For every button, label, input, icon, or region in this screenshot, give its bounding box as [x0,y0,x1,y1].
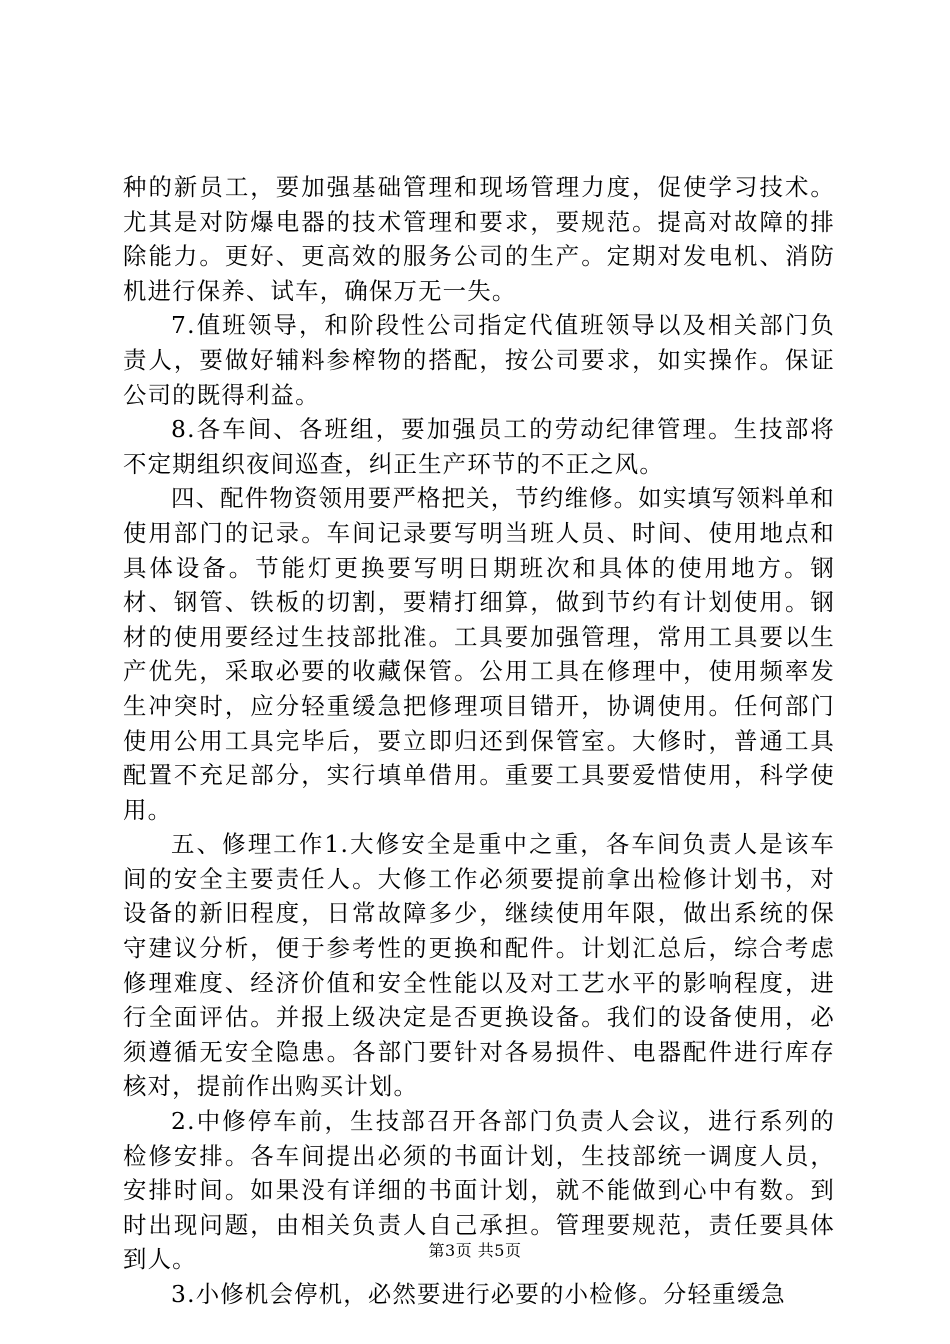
paragraph-item-2: 2.中修停车前，生技部召开各部门负责人会议，进行系列的检修安排。各车间提出必须的书面计划，生技部统一调度人员，安排时间。如果没有详细的书面计划，就不能做到心中有数。到时出现问题，由相关负责人自己承担。管理要规范，责任要具体到人。 [123,1107,835,1274]
paragraph-section-5: 五、修理工作1.大修安全是重中之重，各车间负责人是该车间的安全主要责任人。大修工作必须要提前拿出检修计划书，对设备的新旧程度，日常故障多少，继续使用年限，做出系统的保守建议分析，便于参考性的更换和配件。计划汇总后，综合考虑修理难度、经济价值和安全性能以及对工艺水平的影响程度，进行全面评估。并报上级决定是否更换设备。我们的设备使用，必须遵循无安全隐患。各部门要针对各易损件、电器配件进行库存核对，提前作出购买计划。 [123,830,835,1101]
document-body [123,170,835,1312]
paragraph-item-3: 3.小修机会停机，必然要进行必要的小检修。分轻重缓急 [171,1280,786,1308]
paragraph-item-7: 7.值班领导，和阶段性公司指定代值班领导以及相关部门负责人，要做好辅料参榨物的搭配，按公司要求，如实操作。保证公司的既得利益。 [123,311,835,409]
paragraph-continuation: 种的新员工，要加强基础管理和现场管理力度，促使学习技术。尤其是对防爆电器的技术管理和要求，要规范。提高对故障的排除能力。更好、更高效的服务公司的生产。定期对发电机、消防机进行保养、试车，确保万无一失。 [123,173,835,305]
page-number-footer: 第3页 共5页 [428,1241,522,1260]
paragraph-item-8: 8.各车间、各班组，要加强员工的劳动纪律管理。生技部将不定期组织夜间巡查，纠正生产环节的不正之风。 [123,415,835,478]
paragraph-section-4: 四、配件物资领用要严格把关，节约维修。如实填写领料单和使用部门的记录。车间记录要写明当班人员、时间、使用地点和具体设备。节能灯更换要写明日期班次和具体的使用地方。钢材、钢管、铁板的切割，要精打细算，做到节约有计划使用。钢材的使用要经过生技部批准。工具要加强管理，常用工具要以生产优先，采取必要的收藏保管。公用工具在修理中，使用频率发生冲突时，应分轻重缓急把修理项目错开，协调使用。任何部门使用公用工具完毕后，要立即归还到保管室。大修时，普通工具配置不充足部分，实行填单借用。重要工具要爱惜使用，科学使用。 [123,484,835,824]
